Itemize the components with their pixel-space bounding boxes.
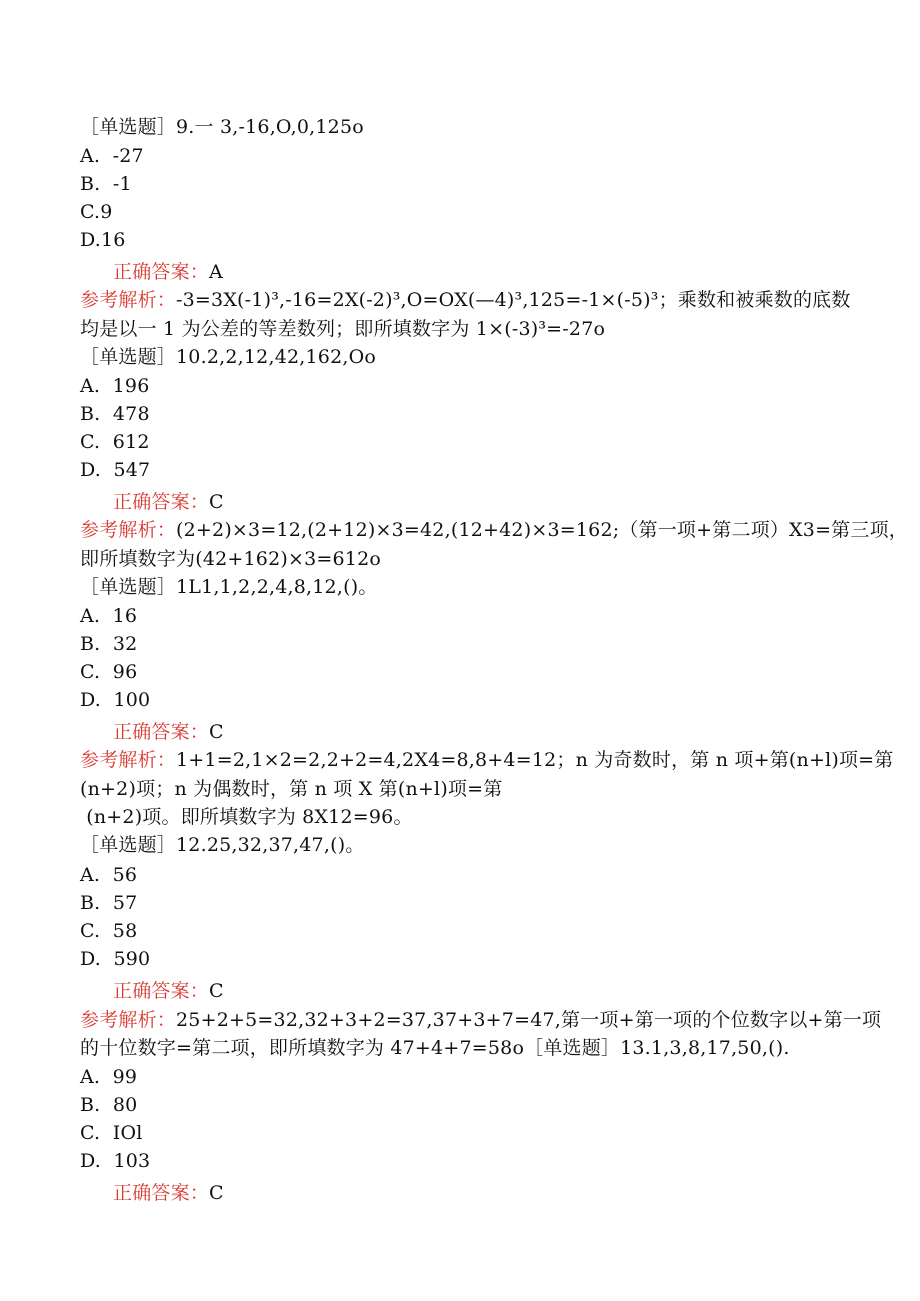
analysis-label: 参考解析：	[80, 1009, 177, 1031]
answer-value: C	[209, 980, 224, 1002]
answer-label: 正确答案：	[113, 980, 210, 1002]
q11-stem: ［单选题］1L1,1,2,2,4,8,12,()。	[80, 576, 378, 598]
q11-option-c: C. 96	[80, 661, 138, 683]
answer-label: 正确答案：	[113, 491, 210, 513]
q9-stem: ［单选题］9.一 3,-16,O,0,125o	[80, 116, 364, 138]
q10-answer	[113, 488, 224, 516]
q11-analysis-line-1	[80, 746, 894, 774]
q12-analysis-line-1	[80, 1006, 881, 1034]
q11-analysis-line-2: (n+2)项；n 为偶数时，第 n 项 X 第(n+l)项=第	[80, 778, 503, 800]
q9-option-d: D.16	[80, 229, 126, 251]
q9-answer	[113, 258, 223, 286]
q9-analysis-line-1	[80, 286, 851, 314]
answer-value: C	[209, 491, 224, 513]
q11-option-a: A. 16	[80, 605, 138, 627]
q12-option-d: D. 590	[80, 948, 151, 970]
q11-answer	[113, 718, 224, 746]
answer-label: 正确答案：	[113, 1182, 210, 1204]
answer-label: 正确答案：	[113, 721, 210, 743]
q12-option-b: B. 57	[80, 892, 138, 914]
q10-option-c: C. 612	[80, 431, 150, 453]
q11-option-b: B. 32	[80, 633, 138, 655]
q12-answer	[113, 977, 224, 1005]
q10-analysis-line-1	[80, 516, 908, 544]
q9-analysis-line-2: 均是以一 1 为公差的等差数列；即所填数字为 1×(-3)³=-27o	[80, 318, 606, 340]
answer-value: C	[209, 1182, 224, 1204]
analysis-label: 参考解析：	[80, 519, 177, 541]
q13-option-d: D. 103	[80, 1150, 151, 1172]
answer-value: C	[209, 721, 224, 743]
q9-option-a: A. -27	[80, 145, 144, 167]
q10-option-d: D. 547	[80, 459, 151, 481]
q9-option-c: C.9	[80, 201, 113, 223]
q13-option-a: A. 99	[80, 1066, 138, 1088]
analysis-text: 1+1=2,1×2=2,2+2=4,2X4=8,8+4=12；n 为奇数时，第 n 项+第(n+l)项=第	[176, 749, 894, 771]
q12-stem: ［单选题］12.25,32,37,47,()。	[80, 834, 365, 856]
analysis-text: (2+2)×3=12,(2+12)×3=42,(12+42)×3=162;（第一项+第二项）X3=第三项，	[176, 519, 908, 541]
q13-option-b: B. 80	[80, 1094, 138, 1116]
analysis-label: 参考解析：	[80, 749, 177, 771]
q12-analysis-line-2: 的十位数字=第二项，即所填数字为 47+4+7=58o［单选题］13.1,3,8,17,50,().	[80, 1037, 790, 1059]
q13-answer	[113, 1179, 224, 1207]
q13-option-c: C. IOl	[80, 1122, 143, 1144]
answer-label: 正确答案：	[113, 261, 210, 283]
q10-option-b: B. 478	[80, 403, 150, 425]
analysis-label: 参考解析：	[80, 289, 177, 311]
q11-option-d: D. 100	[80, 689, 151, 711]
q10-option-a: A. 196	[80, 375, 150, 397]
answer-value: A	[209, 261, 223, 283]
q10-stem: ［单选题］10.2,2,12,42,162,Oo	[80, 346, 377, 368]
q10-analysis-line-2: 即所填数字为(42+162)×3=612o	[80, 548, 382, 570]
q12-option-c: C. 58	[80, 920, 138, 942]
q9-option-b: B. -1	[80, 173, 132, 195]
analysis-text: -3=3X(-1)³,-16=2X(-2)³,O=OX(—4)³,125=-1×(-5)³；乘数和被乘数的底数	[176, 289, 851, 311]
analysis-text: 25+2+5=32,32+3+2=37,37+3+7=47,第一项+第一项的个位数字以+第一项	[176, 1009, 882, 1031]
q11-analysis-line-3: (n+2)项。即所填数字为 8X12=96。	[80, 806, 413, 828]
q12-option-a: A. 56	[80, 864, 138, 886]
